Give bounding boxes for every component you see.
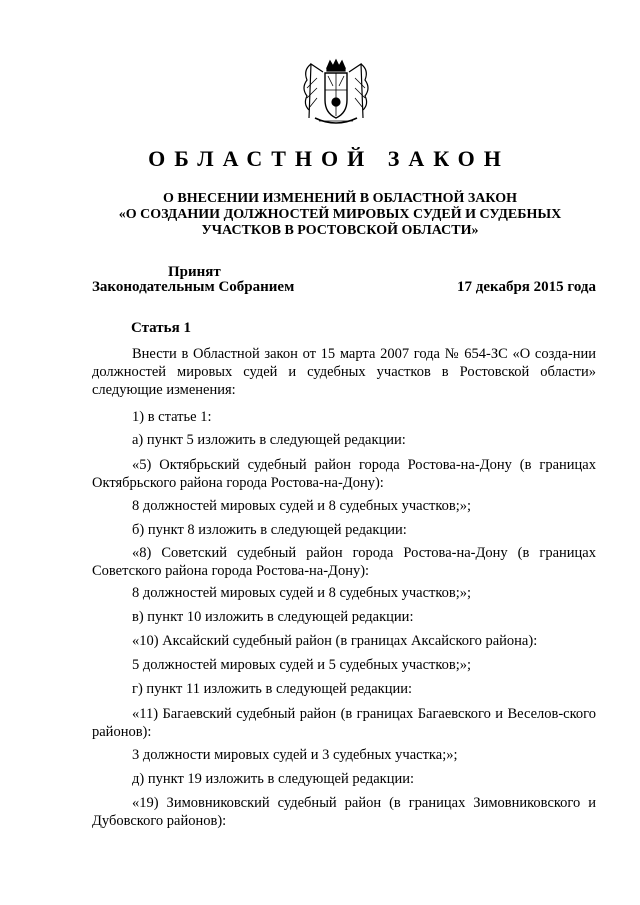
article-title: Статья 1 <box>131 320 191 336</box>
adopted-label: Принят <box>168 264 221 280</box>
paragraph: 5 должностей мировых судей и 5 судебных участков;»; <box>132 657 472 673</box>
paragraph: «8) Советский судебный район города Ростова-на-Дону (в границах Советского района города Ростова-на-Дону): <box>92 545 596 579</box>
paragraph: в) пункт 10 изложить в следующей редакции: <box>132 609 414 625</box>
subtitle-line: О ВНЕСЕНИИ ИЗМЕНЕНИЙ В ОБЛАСТНОЙ ЗАКОН <box>163 191 517 206</box>
paragraph: д) пункт 19 изложить в следующей редакции: <box>132 771 414 787</box>
paragraph: «10) Аксайский судебный район (в границах Аксайского района): <box>132 633 538 649</box>
adopted-by: Законодательным Собранием <box>92 279 295 295</box>
paragraph: «5) Октябрьский судебный район города Ростова-на-Дону (в границах Октябрьского района города Ростова-на-Дону): <box>92 457 596 491</box>
paragraph: 1) в статье 1: <box>132 409 212 425</box>
adoption-date: 17 декабря 2015 года <box>457 279 596 295</box>
paragraph: г) пункт 11 изложить в следующей редакции: <box>132 681 413 697</box>
paragraph: 3 должности мировых судей и 3 судебных участка;»; <box>132 747 458 763</box>
paragraph: б) пункт 8 изложить в следующей редакции: <box>132 522 407 538</box>
subtitle-line: «О СОЗДАНИИ ДОЛЖНОСТЕЙ МИРОВЫХ СУДЕЙ И СУДЕБНЫХ <box>118 207 562 222</box>
subtitle-line: УЧАСТКОВ В РОСТОВСКОЙ ОБЛАСТИ» <box>201 223 479 238</box>
paragraph: Внести в Областной закон от 15 марта 2007 года № 654-ЗС «О созда-нии должностей мировых судей и судебных участков в Ростовской области» следующие изменения: <box>92 346 596 398</box>
law-subtitle <box>90 191 590 239</box>
paragraph: 8 должностей мировых судей и 8 судебных участков;»; <box>132 498 472 514</box>
rostov-coat-of-arms-icon <box>297 58 375 128</box>
paragraph: «11) Багаевский судебный район (в границах Багаевского и Веселов-ского районов): <box>92 706 596 740</box>
paragraph: 8 должностей мировых судей и 8 судебных участков;»; <box>132 585 472 601</box>
paragraph: а) пункт 5 изложить в следующей редакции: <box>132 432 406 448</box>
paragraph: «19) Зимовниковский судебный район (в границах Зимовниковского и Дубовского районов): <box>92 795 596 829</box>
law-title: ОБЛАСТНОЙ ЗАКОН <box>148 146 510 171</box>
